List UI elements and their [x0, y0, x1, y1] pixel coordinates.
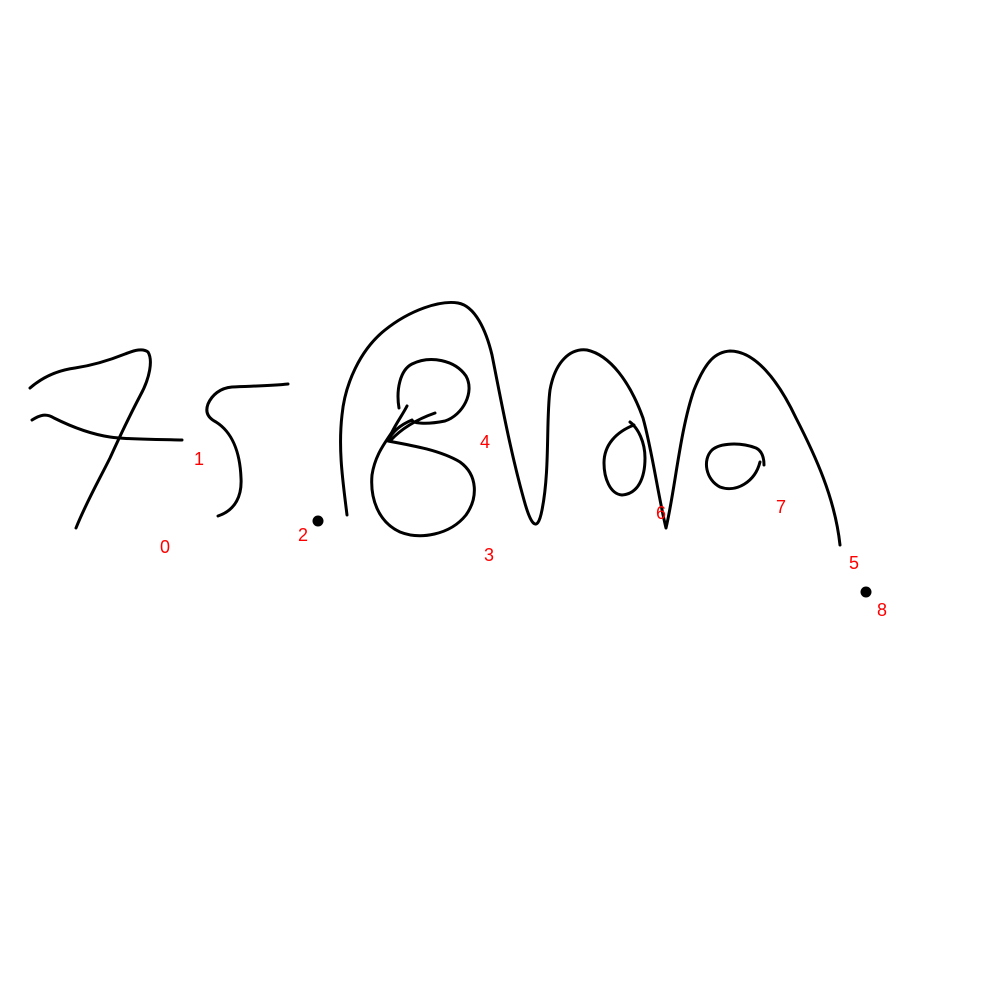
stroke-label-2: 2 [298, 525, 309, 545]
stroke-1 [207, 384, 288, 516]
stroke-label-1: 1 [194, 449, 205, 469]
stroke-2-dot [313, 516, 324, 527]
stroke-label-3: 3 [484, 545, 495, 565]
stroke-7 [706, 444, 764, 489]
stroke-3 [372, 360, 475, 536]
stroke-label-0: 0 [160, 537, 171, 557]
stroke-label-5: 5 [849, 553, 860, 573]
stroke-label-4: 4 [480, 432, 491, 452]
stroke-4 [390, 413, 435, 441]
stroke-label-8: 8 [877, 600, 888, 620]
stroke-0-crossbar [32, 415, 182, 440]
stroke-8-dot [861, 587, 872, 598]
stroke-0 [30, 350, 182, 528]
stroke-label-7: 7 [776, 497, 787, 517]
stroke-label-6: 6 [656, 503, 667, 523]
stroke-6 [604, 422, 645, 495]
